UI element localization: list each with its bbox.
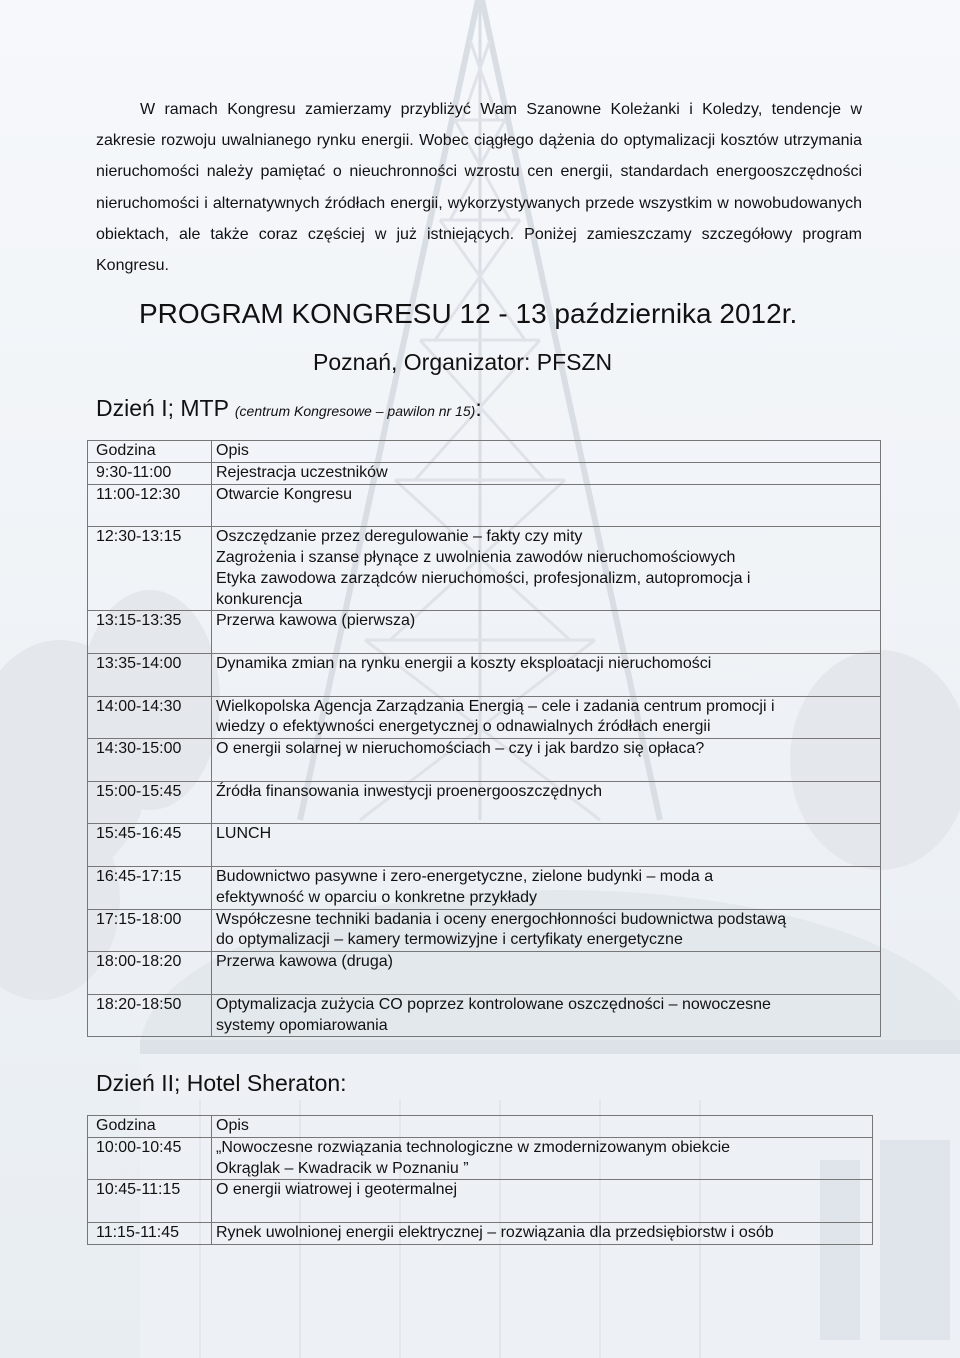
header-desc: Opis bbox=[212, 1116, 873, 1138]
row-time: 12:30-13:15 bbox=[88, 527, 212, 611]
description-line: LUNCH bbox=[216, 825, 272, 843]
description-line: Wielkopolska Agencja Zarządzania Energią – cele i zadania centrum promocji i bbox=[216, 697, 775, 715]
description-line: konkurencja bbox=[216, 590, 303, 608]
row-description bbox=[212, 1180, 873, 1223]
description-line: Rynek uwolnionej energii elektrycznej – rozwiązania dla przedsiębiorstw i osób bbox=[216, 1223, 774, 1241]
row-time: 14:00-14:30 bbox=[88, 696, 212, 739]
day1-heading bbox=[96, 393, 482, 426]
table-row bbox=[88, 1180, 873, 1223]
description-line: Dynamika zmian na rynku energii a koszty eksploatacji nieruchomości bbox=[216, 654, 712, 672]
row-description bbox=[212, 653, 881, 696]
table-row bbox=[88, 824, 881, 867]
description-line: Budownictwo pasywne i zero-energetyczne, zielone budynki – moda a bbox=[216, 867, 714, 885]
table-row bbox=[88, 611, 881, 654]
row-description bbox=[212, 484, 881, 527]
row-description bbox=[212, 611, 881, 654]
description-line: Oszczędzanie przez deregulowanie – fakty czy mity bbox=[216, 528, 583, 546]
row-time: 15:00-15:45 bbox=[88, 781, 212, 824]
row-description bbox=[212, 824, 881, 867]
description-line: Współczesne techniki badania i oceny energochłonności budownictwa podstawą bbox=[216, 910, 787, 928]
description-line: O energii solarnej w nieruchomościach – czy i jak bardzo się opłaca? bbox=[216, 740, 705, 758]
description-line bbox=[216, 1201, 866, 1222]
table-row bbox=[88, 484, 881, 527]
description-line: Przerwa kawowa (druga) bbox=[216, 953, 393, 971]
table-header-row bbox=[88, 441, 881, 463]
day2-heading: Dzień II; Hotel Sheraton: bbox=[96, 1070, 347, 1096]
day2-schedule-table bbox=[87, 1115, 873, 1245]
row-description bbox=[212, 696, 881, 739]
table-header-row bbox=[88, 1116, 873, 1138]
row-description bbox=[212, 866, 881, 909]
row-time: 18:20-18:50 bbox=[88, 994, 212, 1037]
row-time: 10:00-10:45 bbox=[88, 1137, 212, 1180]
description-line: Optymalizacja zużycia CO poprzez kontrolowane oszczędności – nowoczesne bbox=[216, 995, 771, 1013]
row-time: 17:15-18:00 bbox=[88, 909, 212, 952]
description-line bbox=[216, 845, 874, 866]
row-description bbox=[212, 739, 881, 782]
table-row bbox=[88, 994, 881, 1037]
row-time: 13:35-14:00 bbox=[88, 653, 212, 696]
table-row bbox=[88, 952, 881, 995]
table-row bbox=[88, 909, 881, 952]
table-row bbox=[88, 739, 881, 782]
header-time: Godzina bbox=[88, 1116, 212, 1138]
intro-paragraph: W ramach Kongresu zamierzamy przybliżyć Wam Szanowne Koleżanki i Koledzy, tendencje w zakresie rozwoju uwalnianego rynku energii. Wobec ciągłego dążenia do optymalizacji kosztów utrzymania nieruchomości należy pamiętać o nieuchronności wzrostu cen energii, standardach energooszczędności nieruchomości i alternatywnych źródłach energii, wykorzystywanych przede wszystkim w nowobudowanych obiektach, ale także coraz częściej w już istniejących. Poniżej zamieszczamy szczegółowy program Kongresu. bbox=[96, 101, 862, 275]
description-line bbox=[216, 632, 874, 653]
row-description bbox=[212, 527, 881, 611]
row-time: 13:15-13:35 bbox=[88, 611, 212, 654]
description-line: efektywność w oparciu o konkretne przykłady bbox=[216, 888, 538, 906]
day1-heading-text: Dzień I; MTP bbox=[96, 395, 235, 421]
description-line bbox=[216, 675, 874, 696]
row-time: 14:30-15:00 bbox=[88, 739, 212, 782]
row-description bbox=[212, 1222, 873, 1244]
table-row bbox=[88, 1137, 873, 1180]
header-time: Godzina bbox=[88, 441, 212, 463]
description-line bbox=[216, 803, 874, 824]
description-line: do optymalizacji – kamery termowizyjne i certyfikaty energetyczne bbox=[216, 931, 683, 949]
row-description bbox=[212, 952, 881, 995]
description-line bbox=[216, 505, 874, 526]
row-time: 18:00-18:20 bbox=[88, 952, 212, 995]
description-line: wiedzy o efektywności energetycznej o odnawialnych źródłach energii bbox=[216, 718, 711, 736]
description-line: Otwarcie Kongresu bbox=[216, 485, 353, 503]
table-row bbox=[88, 781, 881, 824]
description-line: Zagrożenia i szanse płynące z uwolnienia zawodów nieruchomościowych bbox=[216, 548, 736, 566]
description-line: Źródła finansowania inwestycji proenergooszczędnych bbox=[216, 782, 602, 800]
description-line: Przerwa kawowa (pierwsza) bbox=[216, 612, 416, 630]
description-line: „Nowoczesne rozwiązania technologiczne w zmodernizowanym obiekcie bbox=[216, 1138, 731, 1156]
program-subtitle: Poznań, Organizator: PFSZN bbox=[313, 349, 613, 375]
description-line: O energii wiatrowej i geotermalnej bbox=[216, 1181, 457, 1199]
table-row bbox=[88, 1222, 873, 1244]
row-time: 9:30-11:00 bbox=[88, 462, 212, 484]
row-description bbox=[212, 909, 881, 952]
row-description bbox=[212, 462, 881, 484]
row-time: 15:45-16:45 bbox=[88, 824, 212, 867]
description-line: systemy opomiarowania bbox=[216, 1016, 388, 1034]
table-row bbox=[88, 866, 881, 909]
day1-heading-suffix: : bbox=[475, 395, 482, 421]
row-time: 16:45-17:15 bbox=[88, 866, 212, 909]
day1-schedule-table bbox=[87, 440, 881, 1037]
description-line: Etyka zawodowa zarządców nieruchomości, profesjonalizm, autopromocja i bbox=[216, 569, 751, 587]
table-row bbox=[88, 653, 881, 696]
table-row bbox=[88, 527, 881, 611]
row-time: 11:00-12:30 bbox=[88, 484, 212, 527]
table-row bbox=[88, 462, 881, 484]
description-line: Okrąglak – Kwadracik w Poznaniu ” bbox=[216, 1159, 469, 1177]
header-desc: Opis bbox=[212, 441, 881, 463]
row-description bbox=[212, 1137, 873, 1180]
row-description bbox=[212, 994, 881, 1037]
program-title: PROGRAM KONGRESU 12 - 13 października 2012r. bbox=[139, 298, 798, 329]
table-row bbox=[88, 696, 881, 739]
day1-location-note: (centrum Kongresowe – pawilon nr 15) bbox=[234, 403, 476, 419]
description-line bbox=[216, 760, 874, 781]
row-description bbox=[212, 781, 881, 824]
description-line: Rejestracja uczestników bbox=[216, 463, 388, 481]
row-time: 10:45-11:15 bbox=[88, 1180, 212, 1223]
row-time: 11:15-11:45 bbox=[88, 1222, 212, 1244]
description-line bbox=[216, 973, 874, 994]
